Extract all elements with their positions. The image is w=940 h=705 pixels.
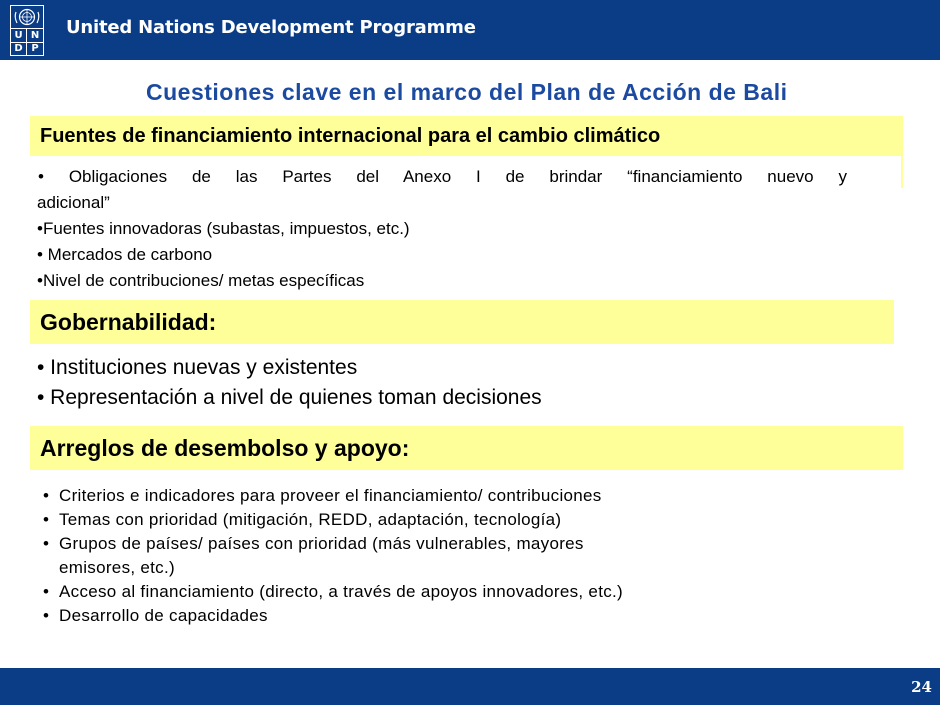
- list-item: [43, 580, 843, 604]
- list-item-continuation: [43, 556, 843, 580]
- footer-bar: [0, 668, 940, 705]
- list-item: • Obligaciones de las Partes del Anexo I de brindar “financiamiento nuevo y: [38, 167, 847, 186]
- list-item: • Mercados de carbono: [37, 245, 213, 264]
- list-item: [43, 484, 843, 508]
- logo-letter: P: [27, 42, 43, 56]
- section-heading-financing: Fuentes de financiamiento internacional para el cambio climático: [30, 116, 903, 156]
- logo-letter: D: [11, 42, 27, 56]
- list-item: •Nivel de contribuciones/ metas específicas: [37, 271, 365, 290]
- list-item: • Representación a nivel de quienes toman decisiones: [37, 386, 542, 409]
- bullet-marker: •: [43, 606, 50, 625]
- bullet-marker: •: [43, 510, 50, 529]
- logo-letter: U: [11, 28, 27, 42]
- bullet-marker: •: [43, 534, 50, 553]
- section-heading-governance: Gobernabilidad:: [30, 300, 894, 344]
- section-heading-disbursement: Arreglos de desembolso y apoyo:: [30, 426, 903, 470]
- list-item: • Instituciones nuevas y existentes: [37, 356, 358, 379]
- un-emblem-icon: [11, 6, 43, 28]
- slide-title: Cuestiones clave en el marco del Plan de Acción de Bali: [146, 79, 788, 105]
- list-item-text: Acceso al financiamiento (directo, a través de apoyos innovadores, etc.): [59, 582, 623, 601]
- list-item: [43, 532, 843, 556]
- governance-bullet-list: [37, 353, 877, 413]
- section-heading-edge: [901, 116, 903, 188]
- list-item-text: emisores, etc.): [59, 558, 175, 577]
- disbursement-bullet-list: [43, 484, 843, 628]
- logo-letter: N: [27, 28, 43, 42]
- list-item: [43, 604, 843, 628]
- undp-logo: [10, 5, 44, 56]
- logo-letters: [11, 28, 43, 55]
- list-item-text: Temas con prioridad (mitigación, REDD, adaptación, tecnología): [59, 510, 562, 529]
- list-item-text: Desarrollo de capacidades: [59, 606, 268, 625]
- financing-bullet-list: [37, 164, 847, 298]
- list-item: [43, 508, 843, 532]
- bullet-marker: •: [43, 582, 50, 601]
- page-number: 24: [911, 678, 932, 696]
- header-divider: [0, 60, 940, 64]
- list-item-text: Grupos de países/ países con prioridad (más vulnerables, mayores: [59, 534, 584, 553]
- header-banner: [0, 0, 940, 60]
- organization-name: United Nations Development Programme: [66, 17, 476, 38]
- list-item-text: Criterios e indicadores para proveer el financiamiento/ contribuciones: [59, 486, 602, 505]
- list-item: •Fuentes innovadoras (subastas, impuestos, etc.): [37, 219, 410, 238]
- bullet-marker: •: [43, 486, 50, 505]
- list-item: adicional”: [37, 193, 110, 212]
